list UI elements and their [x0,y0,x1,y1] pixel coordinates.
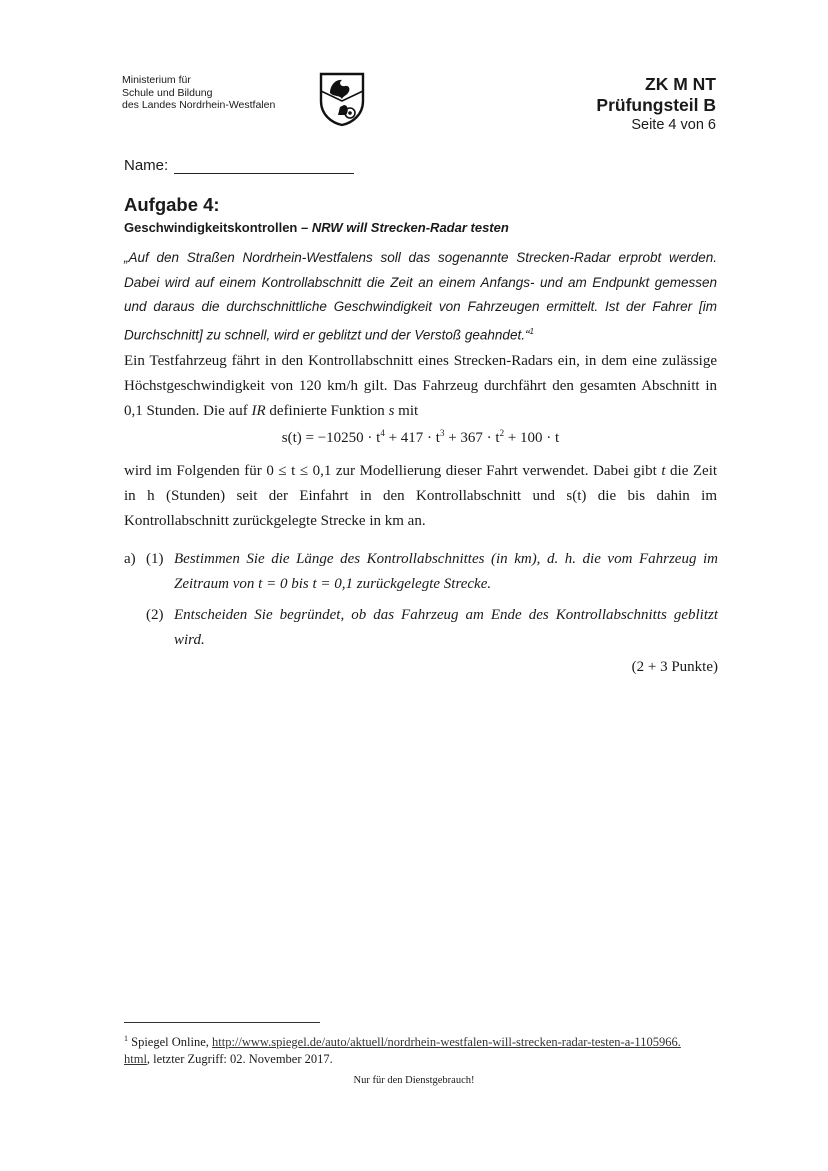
subtask-1-label: (1) [146,551,164,567]
quote-text: „Auf den Straßen Nordrhein-Westfalens soll das sogenannte Strecken-Radar erprobt werden. Dabei wird auf einem Kontrollabschnitt die Zeit an einem Anfangs- und am Endpunkt gemessen und daraus die durchschnittliche Geschwindigkeit von Fahrzeugen ermittelt. Ist der Fahrer [im Durchschnitt] zu schnell, wird er geblitzt und der Verstoß geahndet.“ [124,250,717,342]
footnote-divider [124,1022,320,1023]
exam-header [596,74,716,134]
footnote-access: , letzter Zugriff: 02. November 2017. [146,1052,333,1067]
intro-2-t: t [661,463,666,479]
name-input-line[interactable] [174,173,354,174]
official-notice: Nur für den Dienstgebrauch! [353,1075,475,1086]
intro-1-var: s [388,403,395,419]
name-label: Name: [124,157,169,174]
subtitle-italic: NRW will Strecken-Radar testen [311,220,509,235]
intro-2-st: s(t) [566,488,587,504]
intro-paragraph-2 [124,459,717,534]
quote-footnote-ref: 1 [529,326,534,336]
function-formula [124,428,717,447]
points: (2 + 3 Punkte) [631,659,718,675]
formula-term-3: + 367 · t [444,430,500,446]
ministry-line-2: Schule und Bildung [122,86,213,99]
intro-1-text: Ein Testfahrzeug fährt in den Kontrollabschnitt eines Strecken-Radars ein, in dem eine zulässige Höchstgeschwindigkeit von 120 km/h gilt. Das Fahrzeug durchfährt den gesamten Abschnitt in 0,1 Stunden. Die auf [124,353,717,419]
subtask-2-label: (2) [146,607,164,623]
intro-1-mit: mit [398,403,419,419]
part-a-label: a) [124,551,136,567]
formula-term-1: s(t) = −10250 · t [281,430,381,446]
formula-term-4: + 100 · t [504,430,560,446]
nrw-crest-icon [318,71,366,127]
subtitle-plain: Geschwindigkeitskontrollen – [124,220,312,235]
formula-exp-3: 2 [499,428,505,438]
intro-1-end: definierte Funktion [269,403,385,419]
formula-exp-2: 3 [439,428,445,438]
task-title: Aufgabe 4: [124,194,220,215]
subtask-2-italic: Entscheiden Sie begründet, ob das Fahrzeug am Ende des Kontrollabschnitts geblitzt wird. [174,607,718,648]
footnote-link[interactable]: http://www.spiegel.de/auto/aktuell/nordrhein-westfalen-will-strecken-radar-testen-a-1105966.html [124,1035,681,1067]
intro-2-range: 0 ≤ t ≤ 0,1 [266,463,332,479]
intro-2-b: zur Modellierung dieser Fahrt verwendet. Dabei gibt [335,463,657,479]
footnote-source: Spiegel Online, [131,1035,209,1050]
page-info: Seite 4 von 6 [631,117,716,133]
intro-1-set: IR [251,403,266,419]
exam-code: ZK M NT [645,74,716,94]
footnote [124,1030,684,1068]
subtask-1-italic: Bestimmen Sie die Länge des Kontrollabschnittes (in km), d. h. die vom Fahrzeug im Zeitraum von t = 0 bis t = 0,1 zurückgelegte Strecke. [174,551,718,592]
formula-exp-1: 4 [380,428,385,438]
subtask-1-text [174,547,718,597]
intro-paragraph-1 [124,349,717,424]
ministry-name [122,74,275,112]
formula-term-2: + 417 · t [384,430,440,446]
ministry-line-3: des Landes Nordrhein-Westfalen [122,99,276,111]
footnote-number: 1 [124,1034,128,1043]
subtask-2-text [174,603,718,653]
task-subtitle [124,220,509,235]
intro-quote [124,246,717,348]
intro-2-c: die Zeit in h (Stunden) seit der Einfahrt in den Kontrollabschnitt und [124,463,718,504]
intro-2-d: die bis dahin im Kontrollabschnitt zurückgelegte Strecke in km an. [124,488,718,529]
intro-2-a: wird im Folgenden für [124,463,262,479]
exam-part: Prüfungsteil B [596,95,716,115]
ministry-line-1: Ministerium für [122,74,191,86]
